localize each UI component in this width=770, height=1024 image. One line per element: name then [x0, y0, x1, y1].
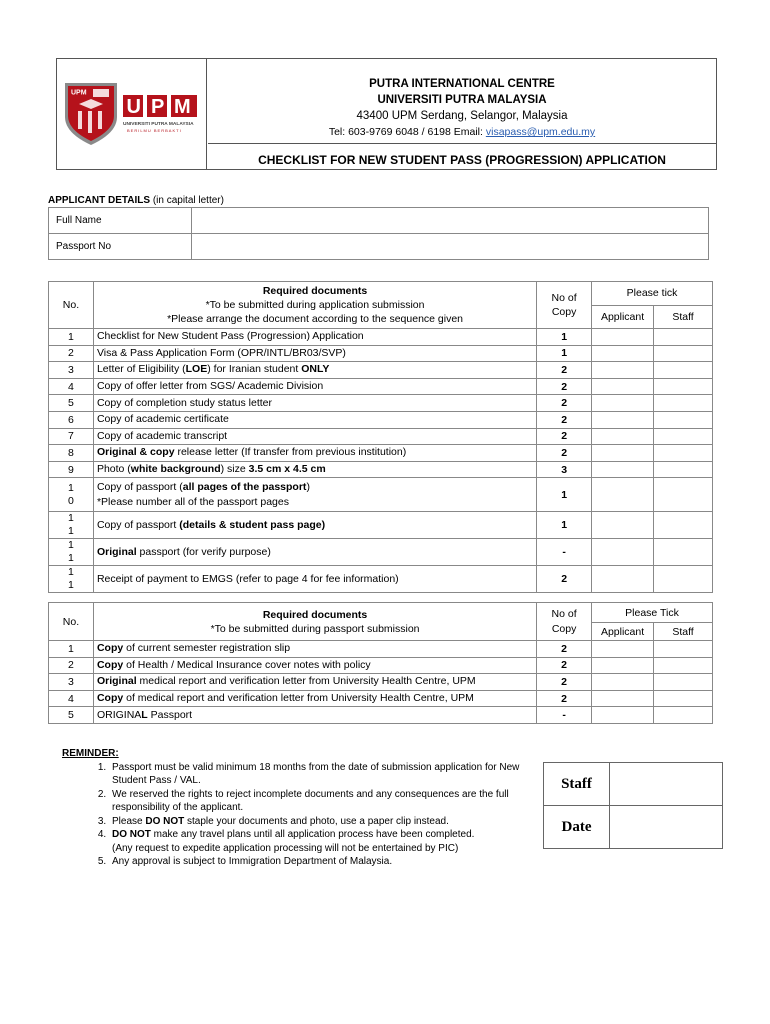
text-part: Any approval is subject to Immigration Department of Malaysia. — [112, 856, 393, 867]
text-part: make any travel plans until all application process have been completed. — [150, 829, 475, 840]
applicant-tick-box[interactable] — [592, 378, 654, 395]
reminder-item — [109, 788, 532, 815]
table1-staff-header: Staff — [654, 305, 713, 329]
text-part: medical report and verification letter from University Health Centre, UPM — [136, 675, 476, 688]
text-part: Visa & Pass Application Form (OPR/INTL/BR03/SVP) — [96, 346, 346, 359]
text-part: Passport — [147, 708, 193, 721]
table2-doc-header: Required documents *To be submitted during passport submission — [93, 603, 536, 641]
document-description — [93, 411, 536, 428]
text-part: Copy of passport — [96, 518, 180, 531]
document-description — [93, 345, 536, 362]
header-box — [56, 58, 717, 170]
staff-tick-box[interactable] — [654, 345, 713, 362]
staff-tick-box[interactable] — [654, 690, 713, 707]
checklist-row — [49, 461, 713, 478]
copy-count: 2 — [537, 566, 592, 593]
applicant-tick-box[interactable] — [592, 411, 654, 428]
copy-count: 1 — [537, 512, 592, 539]
row-number: 1 1 — [49, 539, 94, 566]
applicant-tick-box[interactable] — [592, 395, 654, 412]
svg-text:M: M — [174, 96, 191, 118]
document-description — [93, 690, 536, 707]
date-row — [544, 806, 723, 849]
document-description — [93, 657, 536, 674]
copy-count: 2 — [537, 428, 592, 445]
text-part: of current semester registration slip — [123, 642, 291, 655]
text-part: ONLY — [301, 363, 330, 376]
row-number: 9 — [49, 461, 94, 478]
table1-copy-header: No of Copy — [537, 282, 592, 329]
copy-count: 3 — [537, 461, 592, 478]
text-part: Copy — [96, 642, 124, 655]
date-field[interactable] — [610, 806, 723, 849]
application-checklist-table — [48, 281, 713, 593]
checklist-row — [49, 445, 713, 462]
document-description — [93, 428, 536, 445]
text-part: Please — [112, 815, 146, 827]
text-part: Copy — [96, 692, 124, 705]
applicant-tick-box[interactable] — [592, 657, 654, 674]
text-part: DO NOT — [145, 815, 185, 827]
text-part: LOE — [185, 363, 208, 376]
copy-count: 2 — [537, 657, 592, 674]
reminder-item — [109, 761, 532, 788]
text-part: white background — [130, 463, 221, 476]
svg-text:UPM: UPM — [71, 89, 87, 97]
contact-line — [208, 124, 716, 140]
checklist-row — [49, 478, 713, 512]
table2-staff-header: Staff — [654, 623, 713, 641]
full-name-label: Full Name — [49, 208, 192, 234]
full-name-field[interactable] — [192, 208, 709, 234]
text-part: We reserved the rights to reject incomplete documents and any consequences are the full responsibility of the applicant. — [112, 788, 509, 813]
applicant-label-bold: APPLICANT DETAILS — [48, 195, 151, 206]
svg-text:U: U — [126, 96, 141, 118]
checklist-row — [49, 690, 713, 707]
checklist-row — [49, 707, 713, 724]
row-number: 1 — [49, 641, 94, 658]
checklist-row — [49, 378, 713, 395]
centre-name: PUTRA INTERNATIONAL CENTRE — [369, 78, 555, 90]
row-number: 1 — [49, 329, 94, 346]
staff-tick-box[interactable] — [654, 329, 713, 346]
checklist-row — [49, 512, 713, 539]
staff-tick-box[interactable] — [654, 707, 713, 724]
copy-count: 2 — [537, 674, 592, 691]
text-part: Original & copy — [96, 446, 175, 459]
staff-tick-box[interactable] — [654, 445, 713, 462]
applicant-tick-box[interactable] — [592, 345, 654, 362]
email-link[interactable]: visapass@upm.edu.my — [485, 126, 596, 138]
staff-tick-box[interactable] — [654, 657, 713, 674]
table2-header-row — [49, 603, 713, 623]
text-part: Copy of academic transcript — [96, 429, 228, 442]
applicant-tick-box[interactable] — [592, 539, 654, 566]
checklist-row — [49, 329, 713, 346]
table1-tick-header: Please tick — [592, 282, 713, 306]
row-number: 2 — [49, 657, 94, 674]
text-part: 3.5 cm x 4.5 cm — [248, 463, 326, 476]
staff-field[interactable] — [610, 763, 723, 806]
copy-count: - — [537, 539, 592, 566]
copy-count: 2 — [537, 690, 592, 707]
staff-tick-box[interactable] — [654, 411, 713, 428]
copy-count: 1 — [537, 345, 592, 362]
checklist-row — [49, 641, 713, 658]
text-part: Original — [96, 675, 137, 688]
copy-count: 2 — [537, 362, 592, 379]
text-part: of Health / Medical Insurance cover notes with policy — [123, 658, 371, 671]
text-part: ) size — [220, 463, 249, 476]
staff-tick-box[interactable] — [654, 512, 713, 539]
text-part: release letter (If transfer from previous institution) — [174, 446, 407, 459]
table2-copy-header: No of Copy — [537, 603, 592, 641]
text-part: passport (for verify purpose) — [136, 545, 271, 558]
text-part: Photo ( — [96, 463, 131, 476]
checklist-row — [49, 657, 713, 674]
staff-label: Staff — [544, 763, 610, 806]
text-part: all pages of the passport — [182, 480, 307, 493]
reminder-list — [62, 761, 532, 869]
upm-logo — [57, 59, 207, 169]
row-number: 4 — [49, 690, 94, 707]
applicant-tick-box[interactable] — [592, 329, 654, 346]
checklist-row — [49, 395, 713, 412]
applicant-table — [48, 207, 709, 260]
address: 43400 UPM Serdang, Selangor, Malaysia — [356, 110, 568, 122]
text-part: Passport must be valid minimum 18 months from the date of submission application for New Student Pass / VAL. — [112, 761, 520, 786]
copy-count: 1 — [537, 329, 592, 346]
staff-tick-box[interactable] — [654, 539, 713, 566]
row-number: 5 — [49, 707, 94, 724]
document-description — [93, 329, 536, 346]
applicant-details-label — [48, 195, 224, 206]
row-number: 1 1 — [49, 512, 94, 539]
applicant-tick-box[interactable] — [592, 478, 654, 512]
table1-applicant-header: Applicant — [592, 305, 654, 329]
document-description — [93, 395, 536, 412]
document-description — [93, 445, 536, 462]
date-label: Date — [544, 806, 610, 849]
row-number: 1 0 — [49, 478, 94, 512]
copy-count: 2 — [537, 395, 592, 412]
document-description — [93, 566, 536, 593]
checklist-row — [49, 411, 713, 428]
document-description — [93, 512, 536, 539]
text-part: Copy of completion study status letter — [96, 396, 273, 409]
row-number: 3 — [49, 362, 94, 379]
applicant-tick-box[interactable] — [592, 566, 654, 593]
header-info — [208, 59, 716, 143]
text-part: of medical report and verification letter from University Health Centre, UPM — [123, 692, 474, 705]
table1-doc-header: Required documents *To be submitted during application submission *Please arrange the document according to the sequence given — [93, 282, 536, 329]
text-part: staple your documents and photo, use a paper clip instead. — [184, 815, 449, 827]
row-number: 5 — [49, 395, 94, 412]
text-part: Original — [96, 545, 137, 558]
text-part: ) for Iranian student — [207, 363, 302, 376]
staff-tick-box[interactable] — [654, 566, 713, 593]
form-title: CHECKLIST FOR NEW STUDENT PASS (PROGRESSION) APPLICATION — [208, 143, 716, 169]
staff-tick-box[interactable] — [654, 362, 713, 379]
passport-no-label: Passport No — [49, 234, 192, 260]
applicant-tick-box[interactable] — [592, 707, 654, 724]
copy-count: 1 — [537, 478, 592, 512]
document-description — [93, 674, 536, 691]
row-number: 8 — [49, 445, 94, 462]
checklist-row — [49, 674, 713, 691]
applicant-tick-box[interactable] — [592, 512, 654, 539]
document-description — [93, 478, 536, 512]
row-number: 3 — [49, 674, 94, 691]
document-description — [93, 362, 536, 379]
text-part: Receipt of payment to EMGS (refer to page 4 for fee information) — [96, 572, 399, 585]
passport-no-field[interactable] — [192, 234, 709, 260]
university-name: UNIVERSITI PUTRA MALAYSIA — [377, 94, 547, 106]
logo-sub2: BERILMU BERBAKTI — [127, 128, 182, 133]
table2-applicant-header: Applicant — [592, 623, 654, 641]
staff-signoff-box — [543, 762, 723, 849]
copy-count: - — [537, 707, 592, 724]
passport-no-row — [49, 234, 709, 260]
row-number: 6 — [49, 411, 94, 428]
reminder-item — [109, 828, 532, 855]
staff-tick-box[interactable] — [654, 641, 713, 658]
text-part: (details & student pass page) — [179, 518, 326, 531]
copy-count: 2 — [537, 411, 592, 428]
row-number: 2 — [49, 345, 94, 362]
applicant-tick-box[interactable] — [592, 641, 654, 658]
document-description — [93, 461, 536, 478]
document-description — [93, 539, 536, 566]
text-part: Letter of Eligibility ( — [96, 363, 186, 376]
text-part: *Please number all of the passport pages — [96, 495, 289, 508]
applicant-tick-box[interactable] — [592, 362, 654, 379]
svg-text:P: P — [151, 96, 165, 118]
applicant-tick-box[interactable] — [592, 445, 654, 462]
copy-count: 2 — [537, 378, 592, 395]
text-part: Copy of passport ( — [96, 480, 183, 493]
row-number: 4 — [49, 378, 94, 395]
logo-cell — [57, 59, 207, 169]
text-part: Checklist for New Student Pass (Progression) Application — [96, 330, 364, 343]
text-part: DO NOT — [112, 829, 151, 840]
document-description — [93, 641, 536, 658]
checklist-row — [49, 428, 713, 445]
text-part: L — [141, 708, 148, 721]
document-description — [93, 378, 536, 395]
staff-tick-box[interactable] — [654, 461, 713, 478]
text-part: Copy of offer letter from SGS/ Academic Division — [96, 380, 324, 393]
logo-sub1: UNIVERSITI PUTRA MALAYSIA — [123, 122, 194, 127]
copy-count: 2 — [537, 641, 592, 658]
reminder-item — [109, 815, 532, 829]
staff-row — [544, 763, 723, 806]
table1-header-row — [49, 282, 713, 306]
tel-text: Tel: 603-9769 6048 / 6198 Email: — [328, 126, 486, 138]
checklist-row — [49, 566, 713, 593]
applicant-tick-box[interactable] — [592, 428, 654, 445]
row-number: 7 — [49, 428, 94, 445]
table1-no-header: No. — [49, 282, 94, 329]
checklist-row — [49, 345, 713, 362]
copy-count: 2 — [537, 445, 592, 462]
staff-tick-box[interactable] — [654, 428, 713, 445]
staff-tick-box[interactable] — [654, 674, 713, 691]
reminder-title: REMINDER: — [62, 748, 119, 759]
passport-submission-table — [48, 602, 713, 724]
reminder-section — [62, 747, 532, 869]
text-part: Copy — [96, 658, 124, 671]
checklist-row — [49, 362, 713, 379]
applicant-tick-box[interactable] — [592, 674, 654, 691]
text-part: ) — [306, 480, 310, 493]
staff-tick-box[interactable] — [654, 395, 713, 412]
table2-tick-header: Please Tick — [592, 603, 713, 623]
reminder-item — [109, 855, 532, 869]
text-part: ORIGINA — [96, 708, 142, 721]
document-description — [93, 707, 536, 724]
applicant-tick-box[interactable] — [592, 690, 654, 707]
staff-tick-box[interactable] — [654, 478, 713, 512]
row-number: 1 1 — [49, 566, 94, 593]
applicant-tick-box[interactable] — [592, 461, 654, 478]
text-part: (Any request to expedite application processing will not be entertained by PIC) — [112, 842, 459, 854]
applicant-label-note: (in capital letter) — [150, 195, 224, 206]
full-name-row — [49, 208, 709, 234]
text-part: Copy of academic certificate — [96, 413, 229, 426]
checklist-row — [49, 539, 713, 566]
staff-tick-box[interactable] — [654, 378, 713, 395]
table2-no-header: No. — [49, 603, 94, 641]
